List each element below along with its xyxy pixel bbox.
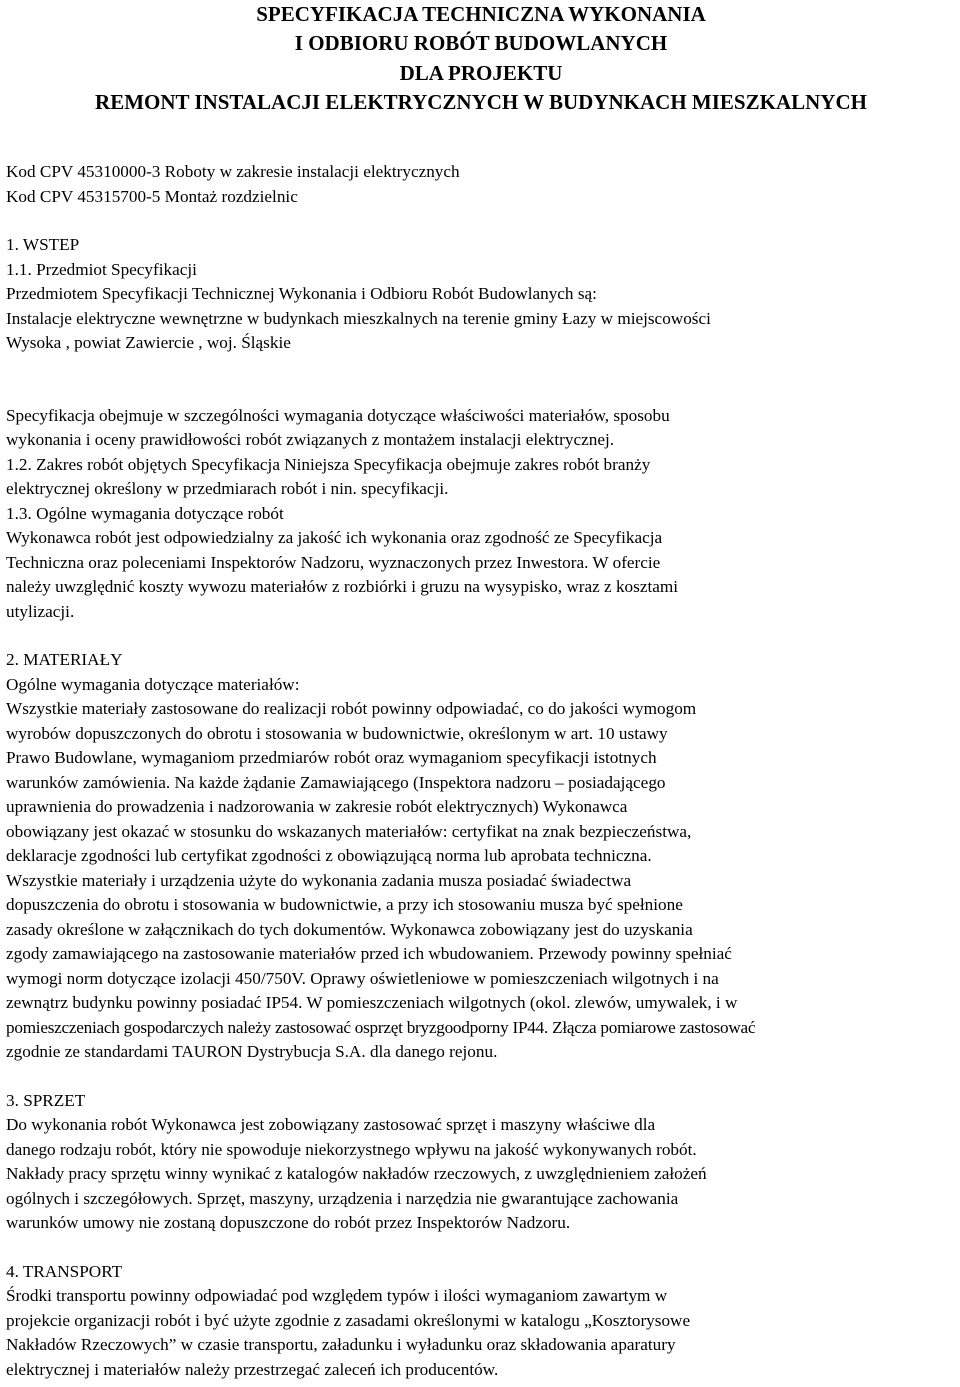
cpv-code-2: Kod CPV 45315700-5 Montaż rozdzielnic xyxy=(6,186,298,206)
paragraph-line: Wykonawca robót jest odpowiedzialny za jakość ich wykonania oraz zgodność ze Specyfikacja xyxy=(6,528,663,548)
paragraph-line: deklaracje zgodności lub certyfikat zgodności z obowiązującą norma lub aprobata techniczna. xyxy=(6,846,652,866)
paragraph-line: Przedmiotem Specyfikacji Technicznej Wykonania i Odbioru Robót Budowlanych są: xyxy=(6,284,597,304)
section-heading: 4. TRANSPORT xyxy=(6,1261,123,1281)
paragraph-line: Do wykonania robót Wykonawca jest zobowiązany zastosować sprzęt i maszyny właściwe dla xyxy=(6,1115,656,1135)
paragraph-line: elektrycznej określony w przedmiarach robót i nin. specyfikacji. xyxy=(6,479,449,499)
section-heading: 3. SPRZET xyxy=(6,1090,86,1110)
title-line-1: SPECYFIKACJA TECHNICZNA WYKONANIA xyxy=(256,2,706,26)
paragraph-line: Techniczna oraz poleceniami Inspektorów Nadzoru, wyznaczonych przez Inwestora. W ofercie xyxy=(6,552,661,572)
paragraph-line: pomieszczeniach gospodarczych należy zastosować osprzęt bryzgoodporny IP44. Złącza pomiarowe zastosować xyxy=(6,1017,756,1037)
paragraph-line: ogólnych i szczegółowych. Sprzęt, maszyny, urządzenia i narzędzia nie gwarantujące zachowania xyxy=(6,1188,679,1208)
paragraph-line: dopuszczenia do obrotu i stosowania w budownictwie, a przy ich stosowaniu musza być spełnione xyxy=(6,895,683,915)
paragraph-line: obowiązany jest okazać w stosunku do wskazanych materiałów: certyfikat na znak bezpieczeństwa, xyxy=(6,821,692,841)
paragraph-line: zasady określone w załącznikach do tych dokumentów. Wykonawca zobowiązany jest do uzyskania xyxy=(6,919,693,939)
paragraph-line: uprawnienia do prowadzenia i nadzorowania w zakresie robót elektrycznych) Wykonawca xyxy=(6,797,628,817)
paragraph-line: 1.3. Ogólne wymagania dotyczące robót xyxy=(6,503,284,523)
paragraph-line: Instalacje elektryczne wewnętrzne w budynkach mieszkalnych na terenie gminy Łazy w miejscowości xyxy=(6,308,711,328)
paragraph-line: danego rodzaju robót, który nie spowoduje niekorzystnego wpływu na jakość wykonywanych robót. xyxy=(6,1139,697,1159)
document-title xyxy=(6,0,956,117)
paragraph-line: wymogi norm dotyczące izolacji 450/750V. Oprawy oświetleniowe w pomieszczeniach wilgotnych i na xyxy=(6,968,719,988)
paragraph-line: zgody zamawiającego na zastosowanie materiałów przed ich wbudowaniem. Przewody powinny spełniać xyxy=(6,944,732,964)
paragraph-line: wyrobów dopuszczonych do obrotu i stosowania w budownictwie, określonym w art. 10 ustawy xyxy=(6,723,668,743)
section-materials xyxy=(6,648,956,1065)
title-line-2: I ODBIORU ROBÓT BUDOWLANYCH xyxy=(294,31,668,56)
paragraph-line: projekcie organizacji robót i być użyte zgodnie z zasadami określonymi w katalogu „Kosztorysowe xyxy=(6,1310,691,1330)
paragraph-line: Ogólne wymagania dotyczące materiałów: xyxy=(6,674,300,694)
paragraph-line: zgodnie ze standardami TAURON Dystrybucja S.A. dla danego rejonu. xyxy=(6,1042,498,1062)
paragraph-line: 1.2. Zakres robót objętych Specyfikacja Niniejsza Specyfikacja obejmuje zakres robót branży xyxy=(6,454,651,474)
paragraph-line: Wszystkie materiały zastosowane do realizacji robót powinny odpowiadać, co do jakości wymogom xyxy=(6,699,697,719)
section-heading: 2. MATERIAŁY xyxy=(6,650,123,670)
paragraph-line: zewnątrz budynku powinny posiadać IP54. W pomieszczeniach wilgotnych (okol. zlewów, umywalek, i w xyxy=(6,993,738,1013)
title-line-3: DLA PROJEKTU xyxy=(399,60,563,85)
document-page xyxy=(6,0,956,1382)
paragraph-line: Nakłady pracy sprzętu winny wynikać z katalogów nakładów rzeczowych, z uwzględnieniem założeń xyxy=(6,1164,707,1184)
paragraph-line: elektrycznej i materiałów należy przestrzegać zaleceń ich producentów. xyxy=(6,1359,499,1379)
section-heading: 1. WSTEP xyxy=(6,235,80,255)
paragraph-line: Środki transportu powinny odpowiadać pod względem typów i ilości wymaganiom zawartym w xyxy=(6,1286,668,1306)
paragraph-line: Wysoka , powiat Zawiercie , woj. Śląskie xyxy=(6,333,291,353)
section-transport xyxy=(6,1260,956,1383)
paragraph-line: utylizacji. xyxy=(6,601,75,621)
cpv-codes xyxy=(6,160,956,209)
title-line-4: REMONT INSTALACJI ELEKTRYCZNYCH W BUDYNKACH MIESZKALNYCH xyxy=(95,89,867,114)
paragraph-line: Prawo Budowlane, wymaganiom przedmiarów robót oraz wymaganiom specyfikacji istotnych xyxy=(6,748,657,768)
cpv-code-1: Kod CPV 45310000-3 Roboty w zakresie instalacji elektrycznych xyxy=(6,162,460,182)
paragraph-line: Wszystkie materiały i urządzenia użyte do wykonania zadania musza posiadać świadectwa xyxy=(6,870,632,890)
paragraph-line: Specyfikacja obejmuje w szczególności wymagania dotyczące właściwości materiałów, sposobu xyxy=(6,405,670,425)
paragraph-line: należy uwzględnić koszty wywozu materiałów z rozbiórki i gruzu na wysypisko, wraz z kosztami xyxy=(6,577,679,597)
paragraph-line: warunków umowy nie zostaną dopuszczone do robót przez Inspektorów Nadzoru. xyxy=(6,1213,571,1233)
paragraph-line: wykonania i oceny prawidłowości robót związanych z montażem instalacji elektrycznej. xyxy=(6,430,615,450)
section-equipment xyxy=(6,1089,956,1236)
subsection-heading: 1.1. Przedmiot Specyfikacji xyxy=(6,259,197,279)
paragraph-line: warunków zamówienia. Na każde żądanie Zamawiającego (Inspektora nadzoru – posiadającego xyxy=(6,772,666,792)
section-introduction xyxy=(6,233,956,624)
paragraph-line: Nakładów Rzeczowych” w czasie transportu, załadunku i wyładunku oraz składowania aparatury xyxy=(6,1335,676,1355)
